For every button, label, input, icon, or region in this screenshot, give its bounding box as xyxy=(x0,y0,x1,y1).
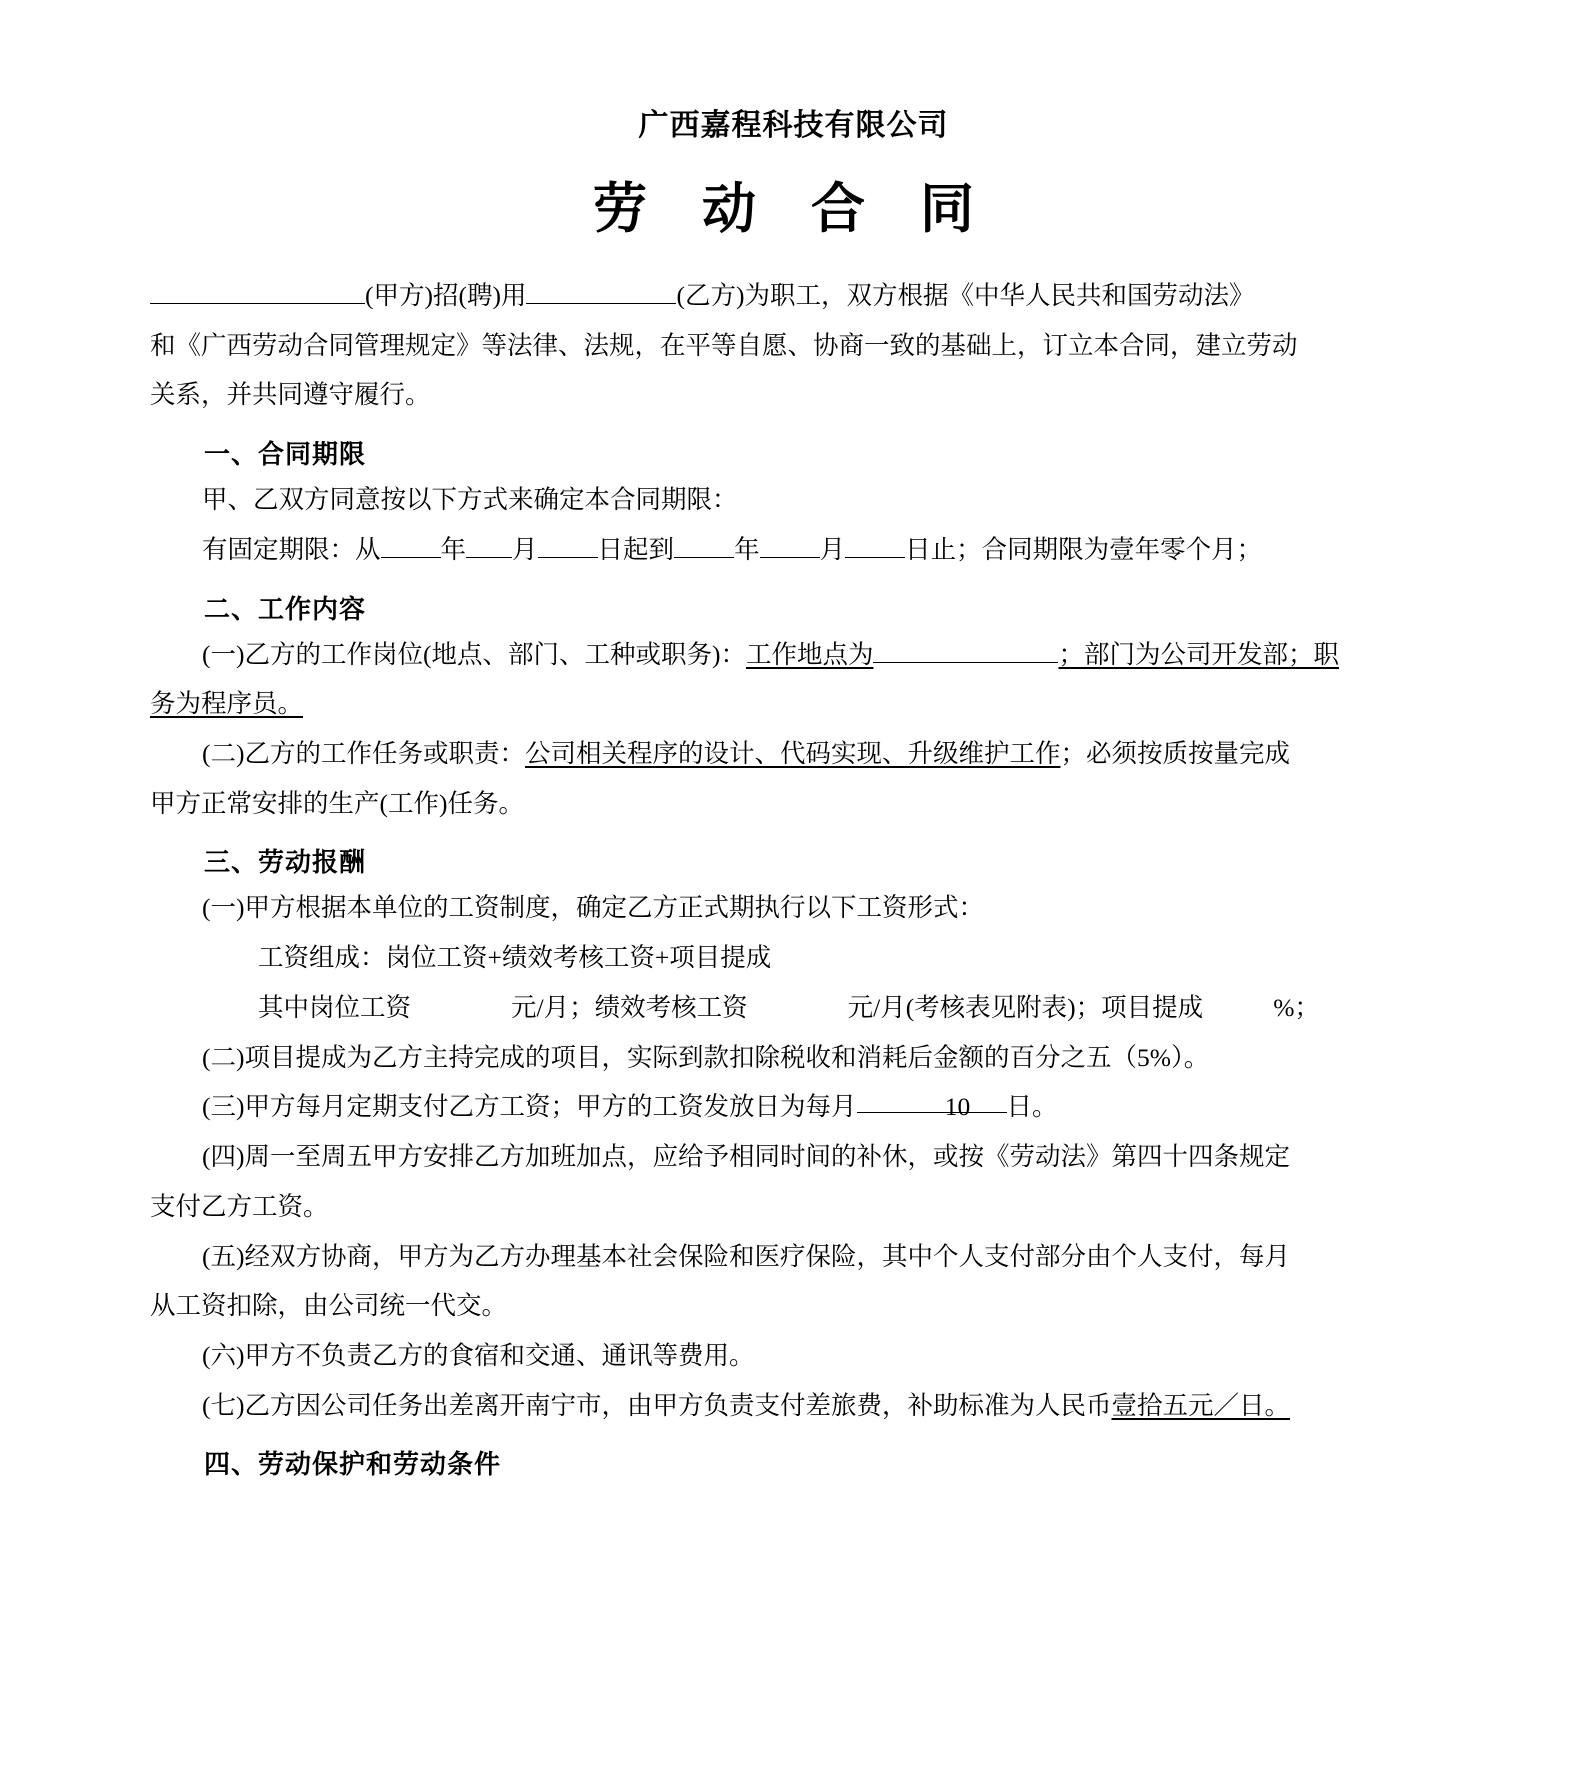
section-heading-4: 四、劳动保护和劳动条件 xyxy=(204,1449,502,1480)
section-2-item-2-cont: 甲方正常安排的生产(工作)任务。 xyxy=(150,788,524,818)
end-month-blank[interactable] xyxy=(760,528,820,558)
wage-composition: 工资组成：岗位工资+绩效考核工资+项目提成 xyxy=(258,943,772,973)
pay-day-suffix: 日。 xyxy=(1006,1092,1058,1122)
preamble-part-b-suffix: (乙方)为职工，双方根据《中华人民共和国劳动法》 xyxy=(676,281,1255,310)
start-day-blank[interactable] xyxy=(538,528,598,558)
start-month-blank[interactable] xyxy=(466,528,512,558)
travel-allowance-value: 壹拾五元／日。 xyxy=(1111,1390,1291,1420)
wage-unit-2: 元/月(考核表见附表)；项目提成 xyxy=(847,992,1204,1022)
preamble-line-1 xyxy=(150,271,1437,321)
section-heading-1: 一、合同期限 xyxy=(204,439,367,470)
preamble-part-a-suffix: (甲方)招(聘)用 xyxy=(365,281,527,310)
section-3-item-2: (二)项目提成为乙方主持完成的项目，实际到款扣除税收和消耗后金额的百分之五（5%）。 xyxy=(202,1042,1210,1072)
section-3-item-5-cont: 从工资扣除，由公司统一代交。 xyxy=(150,1291,508,1321)
section-2-item-2 xyxy=(150,729,1437,779)
project-commission-blank[interactable] xyxy=(1203,987,1273,1016)
pay-day-value[interactable]: 10 xyxy=(857,1082,1007,1112)
end-day-blank[interactable] xyxy=(845,528,905,558)
section-3-item-1: (一)甲方根据本单位的工资制度，确定乙方正式期执行以下工资形式： xyxy=(202,893,984,923)
section-3-item-5: (五)经双方协商，甲方为乙方办理基本社会保险和医疗保险，其中个人支付部分由个人支付，每月 xyxy=(202,1241,1290,1271)
job-duty-underlined: 公司相关程序的设计、代码实现、升级维护工作 xyxy=(524,739,1061,769)
performance-wage-blank[interactable] xyxy=(748,987,848,1016)
work-location-label: 工作地点为 xyxy=(745,639,874,669)
section-3-item-6: (六)甲方不负责乙方的食宿和交通、通讯等费用。 xyxy=(202,1340,755,1370)
page-title: 劳 动 合 同 xyxy=(592,179,994,239)
job-duty-rest-1: ；必须按质按量完成 xyxy=(1060,739,1291,769)
section-1-term-line xyxy=(150,525,1437,575)
section-heading-2: 二、工作内容 xyxy=(204,593,367,624)
pay-day-prefix: (三)甲方每月定期支付乙方工资；甲方的工资发放日为每月 xyxy=(202,1092,857,1122)
section-3-item-4: (四)周一至周五甲方安排乙方加班加点，应给予相同时间的补休，或按《劳动法》第四十四条规定 xyxy=(202,1142,1290,1172)
preamble-line-2: 和《广西劳动合同管理规定》等法律、法规，在平等自愿、协商一致的基础上，订立本合同，建立劳动 xyxy=(150,330,1298,360)
section-3-item-7 xyxy=(150,1381,1437,1431)
company-name: 广西嘉程科技有限公司 xyxy=(638,109,949,142)
start-year-blank[interactable] xyxy=(381,528,441,558)
position-wage-blank[interactable] xyxy=(411,987,511,1016)
end-year-blank[interactable] xyxy=(674,528,734,558)
work-location-blank[interactable] xyxy=(873,632,1058,662)
term-prefix: 有固定期限：从 xyxy=(202,534,381,564)
term-year-label-2: 年 xyxy=(734,534,760,564)
job-duty-prefix: (二)乙方的工作任务或职责： xyxy=(202,739,525,769)
wage-detail-line xyxy=(150,983,1437,1033)
term-month-label-2: 月 xyxy=(819,534,846,564)
term-month-label-1: 月 xyxy=(512,534,538,564)
section-1-item-1: 甲、乙双方同意按以下方式来确定本合同期限： xyxy=(202,485,738,515)
section-2-item-1-cont xyxy=(150,679,1437,729)
wage-unit-1: 元/月；绩效考核工资 xyxy=(511,992,748,1022)
section-heading-3: 三、劳动报酬 xyxy=(204,847,367,878)
section-3-item-3 xyxy=(150,1082,1437,1132)
travel-allowance-prefix: (七)乙方因公司任务出差离开南宁市，由甲方负责支付差旅费，补助标准为人民币 xyxy=(202,1390,1112,1420)
department-text: ；部门为公司开发部；职 xyxy=(1058,639,1339,669)
section-2-item-1 xyxy=(150,630,1437,680)
term-suffix: 日止；合同期限为壹年零个月； xyxy=(905,534,1263,564)
wage-position-prefix: 其中岗位工资 xyxy=(258,992,412,1022)
term-to-label: 日起到 xyxy=(597,534,675,564)
section-3-item-4-cont: 支付乙方工资。 xyxy=(150,1191,329,1221)
wage-percent: %； xyxy=(1273,992,1320,1022)
party-a-blank[interactable] xyxy=(150,274,365,304)
job-title-text: 务为程序员。 xyxy=(150,689,304,719)
preamble-line-3: 关系，并共同遵守履行。 xyxy=(150,380,431,410)
party-b-blank[interactable] xyxy=(526,274,676,304)
term-year-label-1: 年 xyxy=(440,534,467,564)
job-position-prefix: (一)乙方的工作岗位(地点、部门、工种或职务)： xyxy=(202,639,746,669)
